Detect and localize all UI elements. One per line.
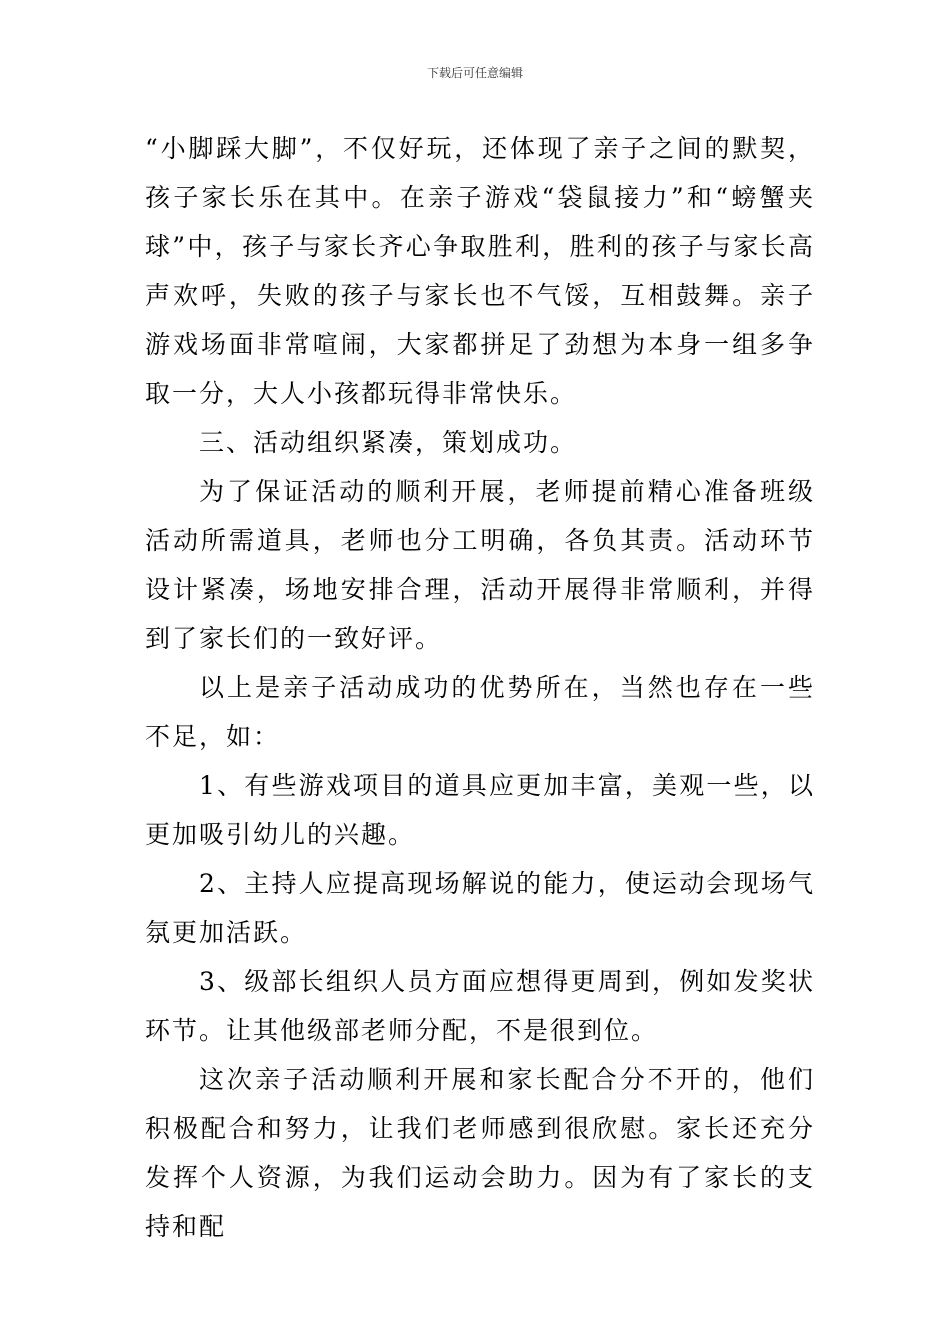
paragraph-4: 这次亲子活动顺利开展和家长配合分不开的，他们积极配合和努力，让我们老师感到很欣慰。家长还充分发挥个人资源，为我们运动会助力。因为有了家长的支持和配 bbox=[145, 1065, 815, 1241]
list-item-2: 2、主持人应提高现场解说的能力，使运动会现场气氛更加活跃。 bbox=[145, 869, 815, 947]
section-heading-3: 三、活动组织紧凑，策划成功。 bbox=[199, 428, 578, 457]
paragraph-1: “小脚踩大脚”，不仅好玩，还体现了亲子之间的默契，孩子家长乐在其中。在亲子游戏“袋鼠接力”和“螃蟹夹球”中，孩子与家长齐心争取胜利，胜利的孩子与家长高声欢呼，失败的孩子与家长也不气馁，互相鼓舞。亲子游戏场面非常喧闹，大家都拼足了劲想为本身一组多争取一分，大人小孩都玩得非常快乐。 bbox=[145, 134, 815, 408]
paragraph-2: 为了保证活动的顺利开展，老师提前精心准备班级活动所需道具，老师也分工明确，各负其责。活动环节设计紧凑，场地安排合理，活动开展得非常顺利，并得到了家长们的一致好评。 bbox=[145, 477, 815, 653]
list-item-1: 1、有些游戏项目的道具应更加丰富，美观一些，以更加吸引幼儿的兴趣。 bbox=[145, 771, 815, 849]
list-item-3: 3、级部长组织人员方面应想得更周到，例如发奖状环节。让其他级部老师分配，不是很到位。 bbox=[145, 967, 815, 1045]
paragraph-3: 以上是亲子活动成功的优势所在，当然也存在一些不足，如： bbox=[145, 673, 815, 751]
document-body bbox=[145, 124, 815, 1251]
page-header: 下载后可任意编辑 bbox=[426, 66, 523, 80]
